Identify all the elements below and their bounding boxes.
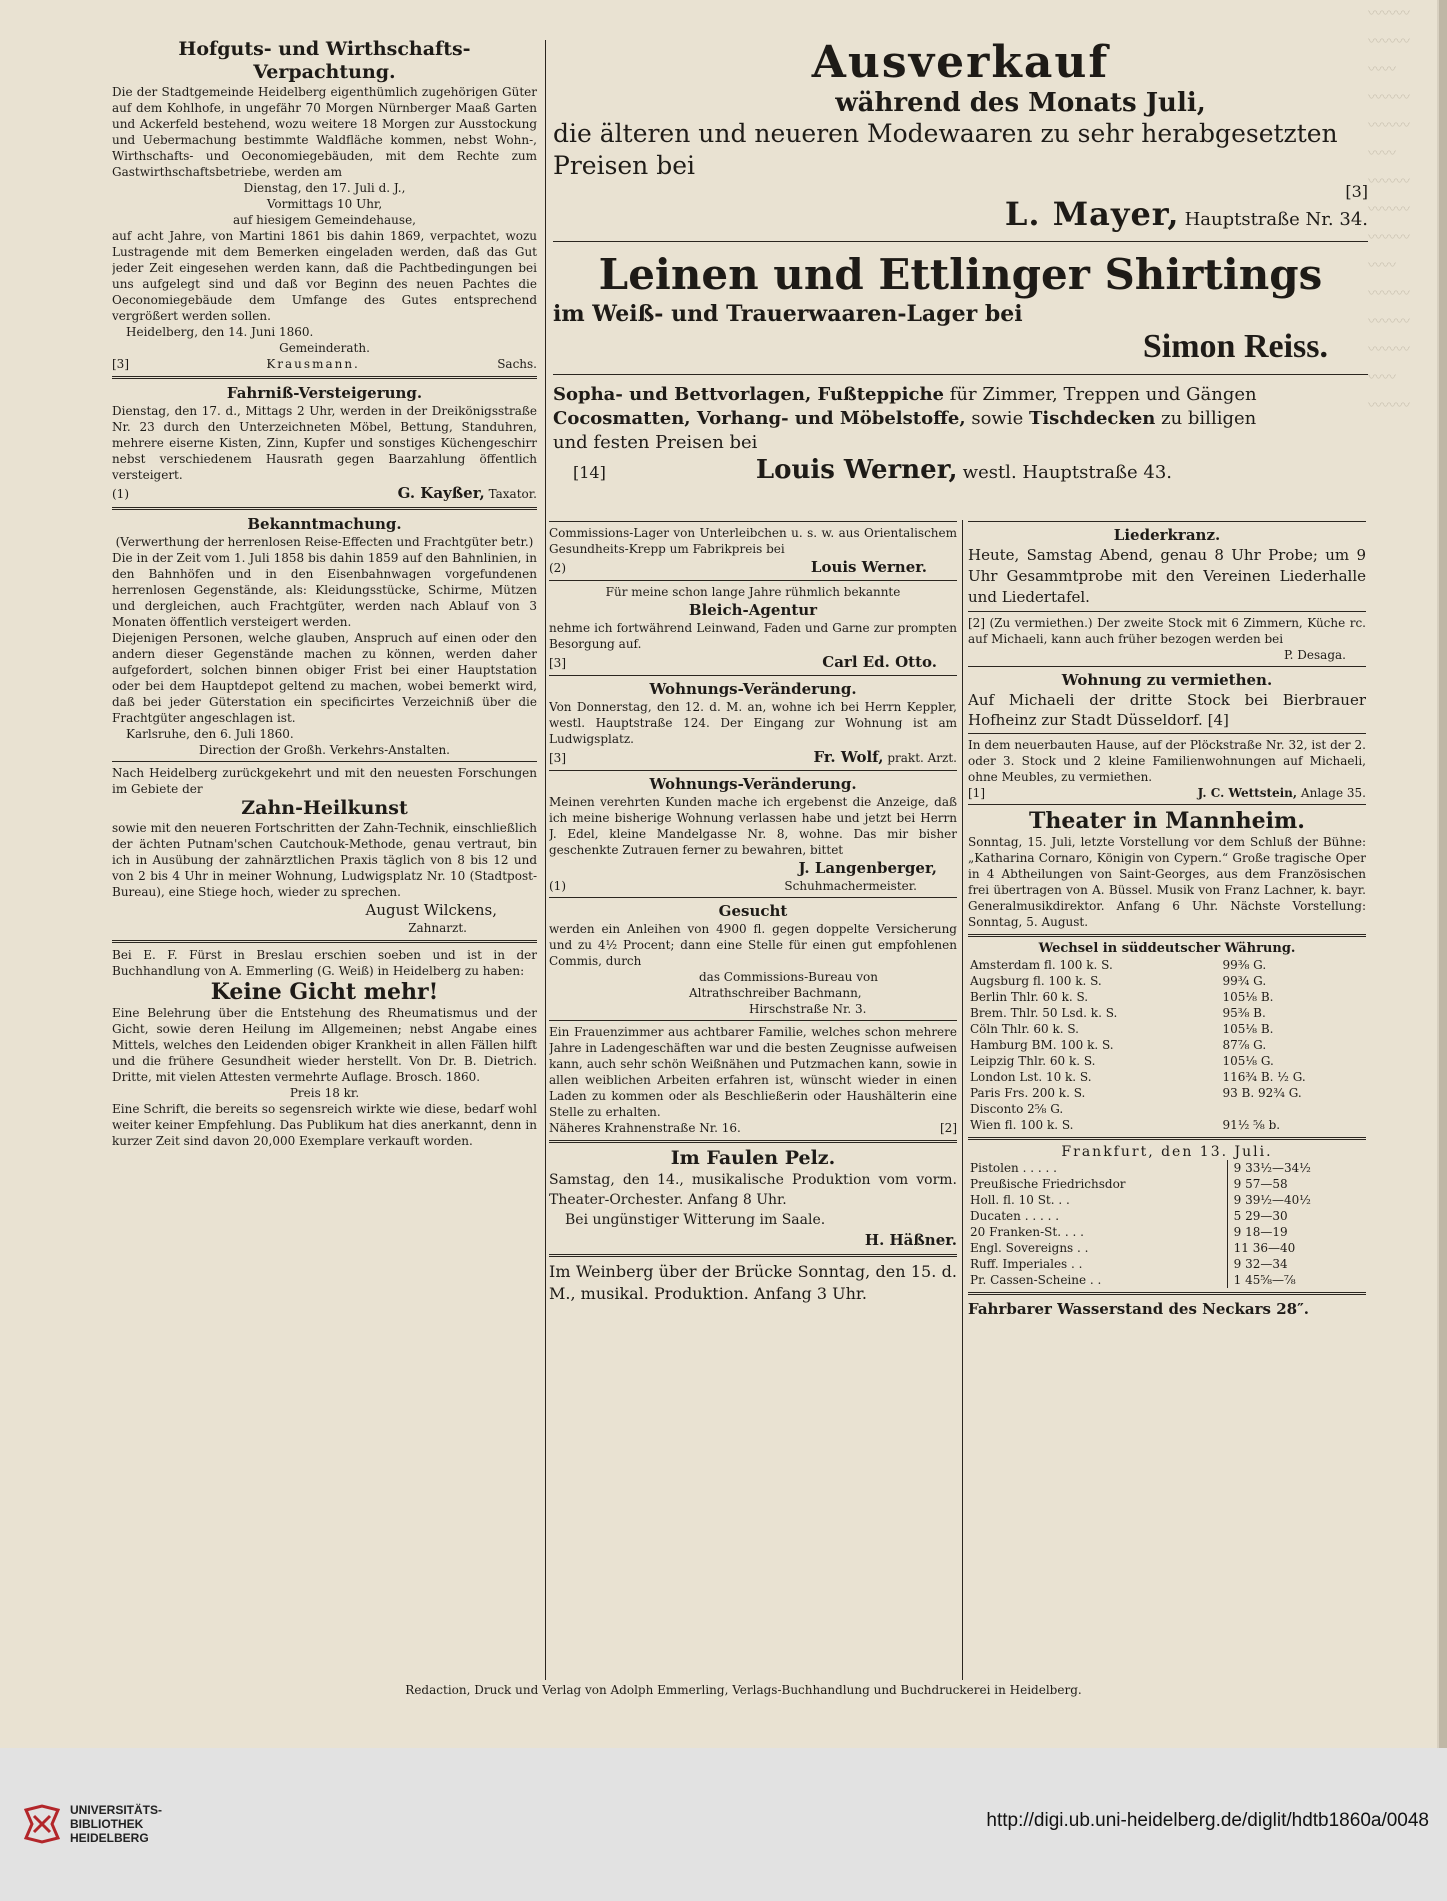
ad-line: Hirschstraße Nr. 3. <box>749 1002 867 1016</box>
ad-role: Zahnarzt. <box>408 921 467 935</box>
divider <box>549 521 957 522</box>
ad-body: die älteren und neueren Modewaaren zu sehr herabgesetzten Preisen bei <box>553 119 1338 180</box>
rate-row <box>968 1085 1366 1101</box>
ad-number: [1] <box>968 786 985 800</box>
ad-title: Bekanntmachung. <box>247 515 402 533</box>
ad-body: auf acht Jahre, von Martini 1861 bis dahin 1869, verpachtet, wozu Lustragende mit dem Bemerken eingeladen werden, daß das Gut jeder Zeit eingesehen werden kann, daß die Pachtbedingungen bei uns aufgelegt sind und daß vor Beginn des neuen Pachtes die Oeconomiegebäude dem Umfange des Gutes entsprechend vergrößert werden sollen. <box>112 229 537 323</box>
ad-address: Anlage 35. <box>1300 786 1366 800</box>
rate-value: 95⅜ B. <box>1222 1006 1266 1020</box>
divider <box>968 733 1366 734</box>
ad-dateline: Karlsruhe, den 6. Juli 1860. <box>126 727 294 741</box>
rate-value: 1 45⅝—⅞ <box>1227 1272 1366 1288</box>
ad-faulen-pelz <box>549 1147 957 1250</box>
logo-line: UNIVERSITÄTS- <box>70 1803 163 1817</box>
ad-vermiethen-desaga <box>968 615 1366 663</box>
rate-label: Pr. Cassen-Scheine . . <box>970 1273 1102 1287</box>
ad-name: Fr. Wolf, <box>813 748 884 766</box>
library-logo[interactable] <box>22 1803 162 1845</box>
ad-intro: Für meine schon lange Jahre rühmlich bekannte <box>605 585 901 599</box>
ad-dateline: Heidelberg, den 14. Juni 1860. <box>126 325 314 339</box>
ad-liederkranz <box>968 525 1366 608</box>
rate-label: Leipzig Thlr. 60 k. S. <box>970 1054 1096 1068</box>
divider <box>968 804 1366 805</box>
rate-value: 5 29—30 <box>1227 1208 1366 1224</box>
ad-name: Louis Werner, <box>755 455 958 485</box>
divider <box>549 770 957 771</box>
rate-row <box>968 989 1366 1005</box>
ad-signature: Sachs. <box>497 357 537 371</box>
divider <box>553 374 1368 375</box>
ad-text: zu billigen <box>1161 408 1257 429</box>
ad-body: Meinen verehrten Kunden mache ich ergebenst die Anzeige, daß ich meine bisherige Wohnung verlassen habe und jetzt bei Herrn J. Edel, kleine Mandelgasse Nr. 8, wohne. Das mir bisher geschenkte Zutrauen ferner zu bewahren, bittet <box>549 795 957 857</box>
rate-row <box>968 1005 1366 1021</box>
ad-intro: Nach Heidelberg zurückgekehrt und mit den neuesten Forschungen im Gebiete der <box>112 766 537 796</box>
ad-title: Wohnung zu vermiethen. <box>1061 671 1273 689</box>
divider <box>968 666 1366 667</box>
ad-line: das Commissions-Bureau von <box>699 970 878 984</box>
ad-body: Ein Frauenzimmer aus achtbarer Familie, welches schon mehrere Jahre in Ladengeschäften war und die besten Zeugnisse aufweisen kann, auch sehr schön Weißnähen und Putzmachen kann, sowie in allen weiblichen Arbeiten erfahren ist, wünscht wieder in einen Laden zu kommen oder als Beschließerin oder Haushälterin eine Stelle zu erhalten. <box>549 1025 957 1119</box>
ad-heading: Sopha- und Bettvorlagen, Fußteppiche <box>553 384 945 405</box>
rate-value: 93 B. 92¾ G. <box>1222 1086 1302 1100</box>
logo-line: BIBLIOTHEK <box>70 1817 144 1831</box>
rate-label: Paris Frs. 200 k. S. <box>970 1086 1086 1100</box>
rate-value: 9 18—19 <box>1227 1224 1366 1240</box>
ad-body: Heute, Samstag Abend, genau 8 Uhr Probe; um 9 Uhr Gesammtprobe mit den Vereinen Liederhalle und Liedertafel. <box>968 546 1366 606</box>
rate-label: Ducaten . . . . . <box>970 1209 1060 1223</box>
frankfurt-table <box>968 1160 1366 1288</box>
ad-title: Frankfurt, den 13. Juli. <box>1061 1144 1273 1160</box>
ad-sopha <box>553 383 1368 485</box>
ad-wohnung-wolf <box>549 679 957 767</box>
rate-value: 9 57—58 <box>1227 1176 1366 1192</box>
ad-gesucht <box>549 901 957 1017</box>
exchange-rates <box>968 941 1366 1133</box>
rate-value: 87⅞ G. <box>1222 1038 1267 1052</box>
ad-title: Bleich-Agentur <box>688 601 818 619</box>
ad-title: Liederkranz. <box>1113 526 1221 544</box>
divider <box>968 1292 1366 1295</box>
ad-signature: August Wilckens, <box>365 901 497 919</box>
rate-label: Berlin Thlr. 60 k. S. <box>970 990 1089 1004</box>
divider <box>112 940 537 943</box>
ad-price: Preis 18 kr. <box>289 1086 360 1100</box>
ad-number: (1) <box>549 879 566 893</box>
ad-number: [4] <box>1207 711 1229 729</box>
rate-label: Pistolen . . . . . <box>970 1161 1057 1175</box>
divider <box>968 934 1366 937</box>
ad-address: Hauptstraße Nr. 34. <box>1184 209 1368 230</box>
ad-body: Bei ungünstiger Witterung im Saale. <box>565 1212 826 1228</box>
ad-title: Theater in Mannheim. <box>1029 808 1305 834</box>
ad-vermiethen-hofheinz <box>968 670 1366 730</box>
ad-date: Dienstag, den 17. Juli d. J., <box>243 181 406 195</box>
ad-frauenzimmer <box>549 1024 957 1136</box>
ad-body: Die in der Zeit vom 1. Juli 1858 bis dahin 1859 auf den Bahnlinien, in den Bahnhöfen und in den Eisenbahnwagen vorgefundenen herrenlosen Gegenstände, als: Kleidungsstücke, Schirme, Mützen und dergleichen, auch Frachtgüter, werden nach Ablauf von 3 Monaten öffentlich versteigert werden. <box>112 551 537 629</box>
ad-title: Fahrniß-Versteigerung. <box>226 384 423 402</box>
column-left <box>112 38 537 1673</box>
divider <box>553 241 1368 242</box>
ad-body: Die der Stadtgemeinde Heidelberg eigenthümlich zugehörigen Güter auf dem Kohlhofe, in ungefähr 70 Morgen Nürnberger Maaß Garten und Ackerfeld bestehend, wozu weitere 18 Morgen zur Ausstockung und Uebermachung bestimmte Waldfläche kommen, nebst Wohn-, Wirthschafts- und Oeconomiegebäuden, mit dem Rechte zum Gastwirthschaftsbetriebe, werden am <box>112 85 537 179</box>
ad-council: Gemeinderath. <box>279 341 370 355</box>
ad-subtitle: im Weiß- und Trauerwaaren-Lager bei <box>553 301 1023 327</box>
ad-body: sowie mit den neueren Fortschritten der Zahn-Technik, einschließlich der ächten Putnam'schen Cautchouk-Methode, genau vertraut, bin ich in Ausübung der zahnärztlichen Praxis täglich von 8 bis 12 und von 2 bis 4 Uhr in meiner Wohnung, Ludwigsplatz Nr. 10 (Stadtpost-Bureau), eine Stiege hoch, wieder zu sprechen. <box>112 821 537 899</box>
show-through-text: 〰〰〰 〰〰〰 〰〰 〰〰〰 〰〰〰 〰〰 〰〰〰 〰〰〰 〰〰〰 〰〰 〰〰〰 〰〰〰 〰〰〰 〰〰 〰〰〰 <box>1368 6 1410 414</box>
logo-line: HEIDELBERG <box>70 1831 149 1845</box>
rate-label: Holl. fl. 10 St. . . <box>970 1193 1070 1207</box>
ad-title: Wechsel in süddeutscher Währung. <box>1038 941 1296 956</box>
rate-label: Disconto 2⅝ G. <box>970 1102 1064 1116</box>
rate-label: Ruff. Imperiales . . <box>970 1257 1083 1271</box>
ad-signature: G. Kayßer, <box>397 484 485 502</box>
ad-number: [3] <box>549 751 566 765</box>
ad-zahn <box>112 765 537 936</box>
ad-body: Commissions-Lager von Unterleibchen u. s. w. aus Orientalischem Gesundheits-Krepp um Fabrikpreis bei <box>549 526 957 556</box>
ad-text: für Zimmer, Treppen und Gängen <box>949 384 1257 405</box>
ad-text: und festen Preisen bei <box>553 432 758 453</box>
imprint: Redaction, Druck und Verlag von Adolph Emmerling, Verlags-Buchhandlung und Buchdruckerei in Heidelberg. <box>405 1683 1082 1697</box>
rate-row <box>968 1101 1366 1117</box>
frankfurt-rates <box>968 1144 1366 1288</box>
ad-leinen <box>553 250 1368 366</box>
ad-body: Diejenigen Personen, welche glauben, Anspruch auf einen oder den andern dieser Gegenstände machen zu können, werden daher aufgefordert, solchen binnen obiger Frist bei einer Hauptstation oder bei dem Hauptdepot geltend zu machen, wobei bemerkt wird, daß bei jeder Güterstation ein specificirtes Verzeichniß über die Frachtgüter angeschlagen ist. <box>112 631 537 725</box>
column-right <box>968 518 1366 1678</box>
rate-row <box>968 1069 1366 1085</box>
rate-row <box>968 1021 1366 1037</box>
ad-signature: Krausmann. <box>266 357 360 371</box>
ad-title: Hofguts- und Wirthschafts- <box>178 38 471 60</box>
ad-body: Auf Michaeli der dritte Stock bei Bierbrauer Hofheinz zur Stadt Düsseldorf. <box>968 691 1366 729</box>
divider <box>549 580 957 581</box>
ad-name: Simon Reiss. <box>1142 328 1328 365</box>
ad-body: Im Weinberg über der Brücke Sonntag, den 15. d. M., musikal. Produktion. Anfang 3 Uhr. <box>549 1262 957 1303</box>
ad-name: Louis Werner. <box>810 558 927 576</box>
ad-body: In dem neuerbauten Hause, auf der Plöckstraße Nr. 32, ist der 2. oder 3. Stock und 2 kleine Familienwohnungen auf Michaeli, ohne Meubles, zu vermiethen. <box>968 738 1366 784</box>
ad-number: [3] <box>112 357 129 371</box>
ad-title: Keine Gicht mehr! <box>210 979 439 1005</box>
ad-subtitle: während des Monats Juli, <box>835 88 1206 118</box>
ad-hofguts <box>112 38 537 372</box>
ad-name: P. Desaga. <box>1284 648 1346 662</box>
ad-text: sowie <box>971 408 1024 429</box>
divider <box>112 376 537 379</box>
divider <box>112 507 537 510</box>
top-wide-ads <box>553 38 1368 518</box>
ad-number: [3] <box>1345 182 1368 201</box>
ad-fahrniss <box>112 383 537 503</box>
divider <box>968 521 1366 522</box>
ad-body: Dienstag, den 17. d., Mittags 2 Uhr, werden in der Dreikönigsstraße Nr. 23 durch den Unterzeichneten Möbel, Bettung, Standuhren, mehrere eiserne Kisten, Zinn, Kupfer und sonstiges Küchengeschirr nebst verschiedenem Hausrath gegen Baarzahlung öffentlich versteigert. <box>112 404 537 482</box>
rate-row <box>968 1176 1366 1192</box>
rate-value: 99¾ G. <box>1222 974 1267 988</box>
library-seal-icon <box>22 1804 62 1844</box>
rate-label: Brem. Thlr. 50 Lsd. k. S. <box>970 1006 1118 1020</box>
rate-label: Augsburg fl. 100 k. S. <box>970 974 1102 988</box>
ad-title: Wohnungs-Veränderung. <box>649 680 857 698</box>
rate-label: Amsterdam fl. 100 k. S. <box>970 958 1113 972</box>
ad-bekanntmachung <box>112 514 537 758</box>
rate-value: 9 33½—34½ <box>1227 1160 1366 1176</box>
rate-value: 105⅛ B. <box>1222 1022 1274 1036</box>
ad-time: Vormittags 10 Uhr, <box>266 197 383 211</box>
ad-title: Ausverkauf <box>811 38 1110 88</box>
ad-theater <box>968 808 1366 930</box>
divider <box>549 675 957 676</box>
divider <box>549 1254 957 1257</box>
ad-body: Eine Schrift, die bereits so segensreich wirkte wie diese, bedarf wohl weiter keiner Empfehlung. Das Publikum hat dies anerkannt, denn in kurzer Zeit sind davon 20,000 Exemplare verkauft worden. <box>112 1102 537 1148</box>
rate-row <box>968 1272 1366 1288</box>
ad-bleich <box>549 584 957 672</box>
rate-row <box>968 957 1366 973</box>
rate-row <box>968 1037 1366 1053</box>
ad-title: Leinen und Ettlinger Shirtings <box>598 250 1323 299</box>
rate-value: 99⅜ G. <box>1222 958 1267 972</box>
rate-row <box>968 1208 1366 1224</box>
ad-body: Samstag, den 14., musikalische Produktion vom vorm. Theater-Orchester. Anfang 8 Uhr. <box>549 1172 957 1208</box>
ad-body: Sonntag, 15. Juli, letzte Vorstellung vor dem Schluß der Bühne: „Katharina Cornaro, Königin von Cypern.“ Große tragische Oper in 4 Abtheilungen von Saint-Georges, aus dem Französischen frei übertragen von A. Büssel. Musik von Franz Lachner, k. bayr. Generalmusikdirektor. Anfang 6 Uhr. Nächste Vorstellung: Sonntag, 5. August. <box>968 835 1366 929</box>
exchange-table <box>968 957 1366 1133</box>
ad-heading: Tischdecken <box>1028 408 1156 429</box>
column-rule-2 <box>962 520 963 1680</box>
ad-number: [3] <box>549 656 566 670</box>
divider <box>549 1140 957 1143</box>
ad-name: H. Häßner. <box>864 1231 957 1249</box>
ad-title: Wohnungs-Veränderung. <box>649 775 857 793</box>
divider <box>549 1020 957 1021</box>
column-rule-1 <box>545 40 546 1680</box>
rate-value: 91½ ⅝ b. <box>1222 1118 1281 1132</box>
ad-ausverkauf <box>553 38 1368 233</box>
ad-address: Näheres Krahnenstraße Nr. 16. <box>549 1121 741 1135</box>
ad-name: L. Mayer, <box>1004 195 1180 233</box>
ad-title: Verpachtung. <box>253 61 396 83</box>
rate-row <box>968 973 1366 989</box>
ad-body: [2] (Zu vermiethen.) Der zweite Stock mit 6 Zimmern, Küche rc. auf Michaeli, kann auch früher bezogen werden bei <box>968 616 1366 646</box>
rate-row <box>968 1256 1366 1272</box>
rate-value: 11 36—40 <box>1227 1240 1366 1256</box>
rate-value: 9 32—34 <box>1227 1256 1366 1272</box>
ad-subtitle: (Verwerthung der herrenlosen Reise-Effecten und Frachtgüter betr.) <box>115 535 534 549</box>
rate-row <box>968 1192 1366 1208</box>
divider <box>968 1137 1366 1140</box>
rate-label: Hamburg BM. 100 k. S. <box>970 1038 1114 1052</box>
ad-name: J. Langenberger, <box>798 859 937 877</box>
column-middle <box>549 518 957 1678</box>
divider <box>112 761 537 762</box>
ad-wohnung-langenberger <box>549 774 957 894</box>
ad-number: (1) <box>112 487 129 501</box>
ad-role: Taxator. <box>488 487 537 501</box>
ad-body: Eine Belehrung über die Entstehung des Rheumatismus und der Gicht, sowie deren Heilung im Allgemeinen; nebst Angabe eines Mittels, welches den Leidenden obiger Krankheit in allen Fällen hilft und die frühere Gesundheit wieder herstellt. Von Dr. B. Dietrich. Dritte, mit vielen Attesten vermehrte Auflage. Brosch. 1860. <box>112 1006 537 1084</box>
ad-title: Gesucht <box>718 902 788 920</box>
rate-label: Engl. Sovereigns . . <box>970 1241 1089 1255</box>
ad-role: prakt. Arzt. <box>887 751 957 765</box>
rate-row <box>968 1160 1366 1176</box>
ad-neubau <box>968 737 1366 801</box>
ad-body: nehme ich fortwährend Leinwand, Faden und Garne zur prompten Besorgung auf. <box>549 621 957 651</box>
ad-gicht <box>112 947 537 1149</box>
ad-place: auf hiesigem Gemeindehause, <box>233 213 416 227</box>
rate-row <box>968 1117 1366 1133</box>
rate-label: Wien fl. 100 k. S. <box>970 1118 1074 1132</box>
divider <box>549 897 957 898</box>
viewer-footer <box>0 1748 1447 1901</box>
ad-signature: Direction der Großh. Verkehrs-Anstalten. <box>199 743 450 757</box>
rate-label: London Lst. 10 k. S. <box>970 1070 1092 1084</box>
rate-value: 9 39½—40½ <box>1227 1192 1366 1208</box>
ad-number: [14] <box>573 463 606 482</box>
neckar-water-level: Fahrbarer Wasserstand des Neckars 28″. <box>968 1300 1310 1318</box>
rate-value: 116¾ B. ½ G. <box>1222 1070 1306 1084</box>
rate-value: 105⅛ G. <box>1222 1054 1274 1068</box>
ad-address: westl. Hauptstraße 43. <box>962 462 1172 483</box>
ad-number: (2) <box>549 561 566 575</box>
ad-intro: Bei E. F. Fürst in Breslau erschien soeben und ist in der Buchhandlung von A. Emmerling (G. Weiß) in Heidelberg zu haben: <box>112 948 537 978</box>
ad-name: Carl Ed. Otto. <box>822 653 937 671</box>
ad-heading: Cocosmatten, Vorhang- und Möbelstoffe, <box>553 408 966 429</box>
divider <box>968 611 1366 612</box>
ad-line: Altrathschreiber Bachmann, <box>689 986 862 1000</box>
rate-label: 20 Franken-St. . . . <box>970 1225 1084 1239</box>
ad-body: werden ein Anleihen von 4900 fl. gegen doppelte Versicherung und zu 4½ Procent; dann eine Stelle für einen gut empfohlenen Commis, durch <box>549 922 957 968</box>
rate-label: Preußische Friedrichsdor <box>970 1177 1126 1191</box>
ad-body: Von Donnerstag, den 12. d. M. an, wohne ich bei Herrn Keppler, westl. Hauptstraße 124. Der Eingang zur Wohnung ist am Ludwigsplatz. <box>549 700 957 746</box>
ad-weinberg <box>549 1261 957 1305</box>
rate-row <box>968 1240 1366 1256</box>
rate-label: Cöln Thlr. 60 k. S. <box>970 1022 1079 1036</box>
rate-row <box>968 1053 1366 1069</box>
ad-name: J. C. Wettstein, <box>1197 786 1298 800</box>
rate-value <box>1220 1101 1366 1117</box>
ad-role: Schuhmachermeister. <box>784 879 917 893</box>
ad-commission <box>549 525 957 577</box>
rate-value: 105⅛ B. <box>1222 990 1274 1004</box>
ad-title: Zahn-Heilkunst <box>241 797 408 819</box>
ad-number: [2] <box>940 1121 957 1135</box>
rate-row <box>968 1224 1366 1240</box>
permalink-url[interactable]: http://digi.ub.uni-heidelberg.de/diglit/hdtb1860a/0048 <box>986 1810 1429 1831</box>
ad-title: Im Faulen Pelz. <box>670 1147 836 1169</box>
